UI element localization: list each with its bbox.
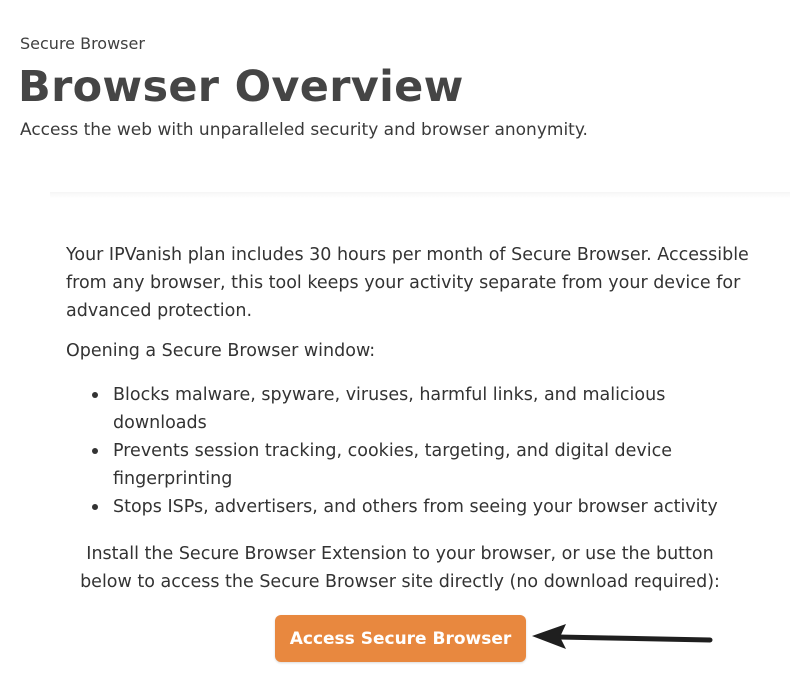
list-item-text: Prevents session tracking, cookies, targeting, and digital device fingerprinting <box>113 441 673 489</box>
page-title: Browser Overview <box>18 62 464 112</box>
bullet-icon <box>92 504 98 510</box>
install-instructions: Install the Secure Browser Extension to your browser, or use the button below to access the Secure Browser site directly (no download required): <box>80 544 720 592</box>
page-header <box>0 0 800 200</box>
list-item <box>92 437 732 493</box>
breadcrumb[interactable]: Secure Browser <box>20 34 145 53</box>
list-item-text: Stops ISPs, advertisers, and others from seeing your browser activity <box>113 497 718 517</box>
intro-paragraph: Your IPVanish plan includes 30 hours per month of Secure Browser. Accessible from any browser, this tool keeps your activity separate from your device for advanced protection. <box>66 245 749 321</box>
page-subtitle: Access the web with unparalleled security and browser anonymity. <box>20 120 588 140</box>
feature-list <box>92 381 732 521</box>
header-divider <box>50 192 790 198</box>
bullet-icon <box>92 448 98 454</box>
features-heading: Opening a Secure Browser window: <box>66 341 376 361</box>
list-item-text: Blocks malware, spyware, viruses, harmful links, and malicious downloads <box>113 385 666 433</box>
list-item <box>92 381 732 437</box>
bullet-icon <box>92 392 98 398</box>
arrow-left-icon <box>530 620 720 660</box>
access-secure-browser-button[interactable]: Access Secure Browser <box>275 615 526 662</box>
list-item <box>92 493 732 521</box>
